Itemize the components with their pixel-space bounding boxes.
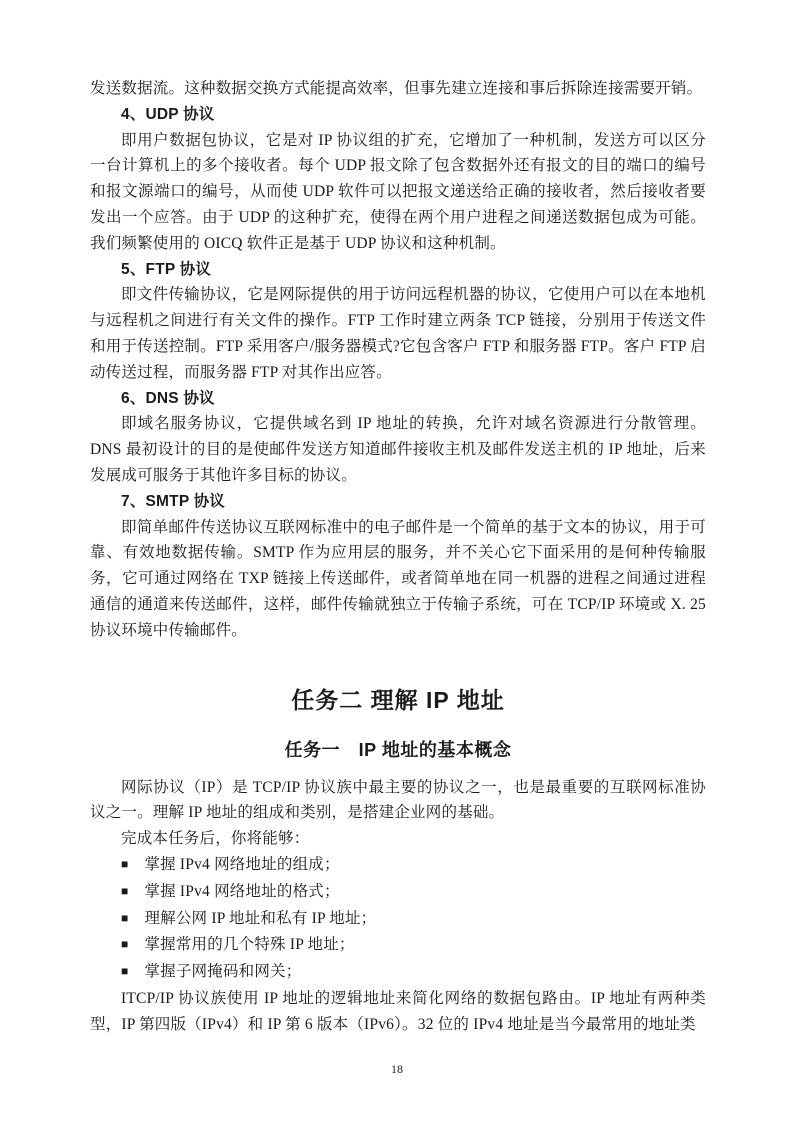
objective-item [90, 879, 706, 906]
heading-udp-protocol: 4、UDP 协议 [121, 105, 215, 123]
heading-dns-protocol: 6、DNS 协议 [121, 389, 215, 407]
paragraph-smtp-protocol: 即简单邮件传送协议互联网标准中的电子邮件是一个简单的基于文本的协议，用于可靠、有效地数据传输。SMTP 作为应用层的服务，并不关心它下面采用的是何种传输服务，它可通过网络在 TXP 链接上传送邮件，或者简单地在同一机器的进程之间通过进程通信的通道来传送邮件，这样，邮件传输就独立于传输子系统，可在 TCP/IP 环境或 X. 25 协议环境中传输邮件。 [90, 518, 706, 639]
subtask1-title: 任务一 IP 地址的基本概念 [284, 739, 512, 760]
paragraph-ftp-protocol: 即文件传输协议，它是网际提供的用于访问远程机器的协议，它使用户可以在本地机与远程机之间进行有关文件的操作。FTP 工作时建立两条 TCP 链接，分别用于传送文件和用于传送控制。FTP 采用客户/服务器模式?它包含客户 FTP 和服务器 FTP。客户 FTP 启动传送过程，而服务器 FTP 对其作出应答。 [90, 286, 706, 381]
objective-item [90, 906, 706, 933]
objective-text: 理解公网 IP 地址和私有 IP 地址； [144, 909, 377, 927]
objective-item [90, 959, 706, 986]
bullet-square-icon: ■ [121, 856, 129, 871]
paragraph-ip-intro: 网际协议（IP）是 TCP/IP 协议族中最主要的协议之一，也是最重要的互联网标准协议之一。理解 IP 地址的组成和类别，是搭建企业网的基础。 [90, 778, 706, 822]
task2-title: 任务二 理解 IP 地址 [291, 686, 505, 713]
bullet-square-icon: ■ [121, 964, 129, 979]
objective-item [90, 932, 706, 959]
objective-text: 掌握子网掩码和网关； [144, 963, 302, 981]
heading-smtp-protocol: 7、SMTP 协议 [121, 492, 226, 510]
objective-text: 掌握常用的几个特殊 IP 地址； [144, 936, 355, 954]
bullet-square-icon: ■ [121, 937, 129, 952]
page-number: 18 [391, 1062, 403, 1076]
paragraph-ip-types: ITCP/IP 协议族使用 IP 地址的逻辑地址来简化网络的数据包路由。IP 地址有两种类型，IP 第四版（IPv4）和 IP 第 6 版本（IPv6）。32 位的 IPv4 地址是当今最常用的地址类 [90, 989, 706, 1033]
bullet-square-icon: ■ [121, 883, 129, 898]
objectives-list [90, 852, 706, 986]
objectives-lead: 完成本任务后，你将能够： [121, 830, 310, 848]
continuation-paragraph: 发送数据流。这种数据交换方式能提高效率，但事先建立连接和事后拆除连接需要开销。 [90, 80, 703, 97]
objective-text: 掌握 IPv4 网络地址的格式； [144, 882, 340, 900]
heading-ftp-protocol: 5、FTP 协议 [121, 260, 212, 278]
objective-text: 掌握 IPv4 网络地址的组成； [144, 855, 340, 873]
bullet-square-icon: ■ [121, 910, 129, 925]
objective-item [90, 852, 706, 879]
paragraph-udp-protocol: 即用户数据包协议，它是对 IP 协议组的扩充，它增加了一种机制，发送方可以区分一台计算机上的多个接收者。每个 UDP 报文除了包含数据外还有报文的目的端口的编号和报文源端口的编号，从而使 UDP 软件可以把报文递送给正确的接收者，然后接收者要发出一个应答。由于 UDP 的这种扩充，使得在两个用户进程之间递送数据包成为可能。我们频繁使用的 OICQ 软件正是基于 UDP 协议和这种机制。 [90, 131, 706, 252]
paragraph-dns-protocol: 即域名服务协议，它提供域名到 IP 地址的转换，允许对域名资源进行分散管理。DNS 最初设计的目的是使邮件发送方知道邮件接收主机及邮件发送主机的 IP 地址，后来发展成可服务于其他许多目标的协议。 [90, 415, 706, 484]
